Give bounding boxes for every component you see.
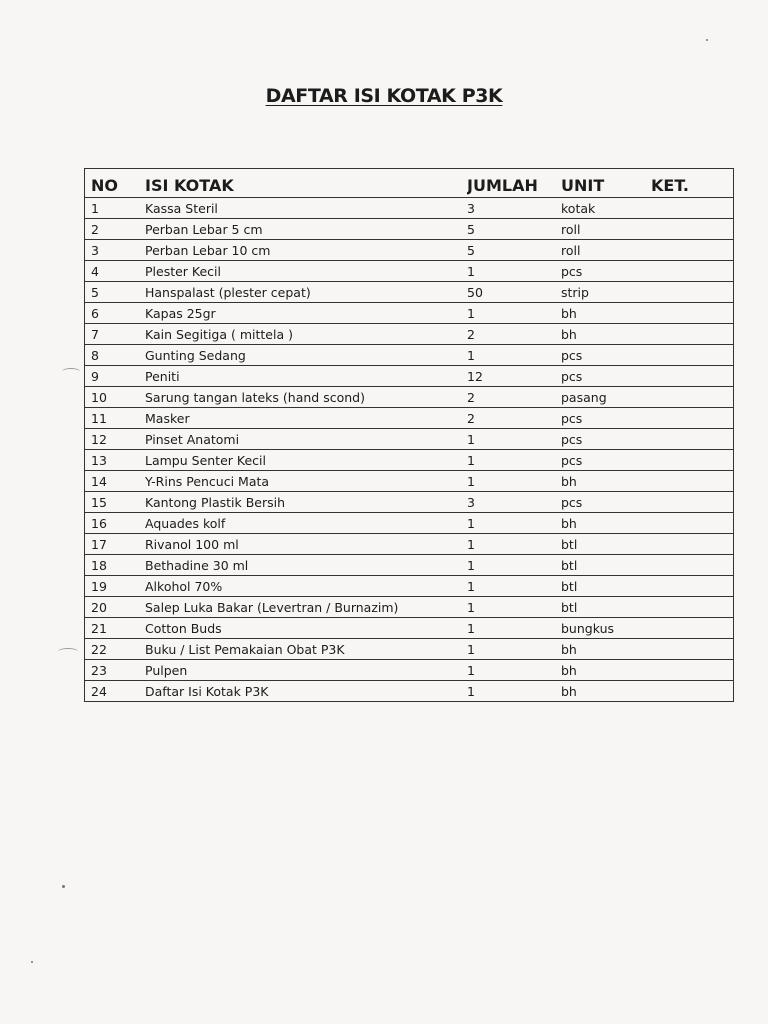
row-number: 8 xyxy=(85,345,146,366)
table-row xyxy=(85,492,734,513)
item-unit: pcs xyxy=(561,492,643,513)
row-number: 10 xyxy=(85,387,146,408)
table-row xyxy=(85,387,734,408)
item-note xyxy=(643,240,734,261)
item-unit: roll xyxy=(561,240,643,261)
scan-mark xyxy=(62,368,80,375)
item-note xyxy=(643,198,734,219)
table-row xyxy=(85,219,734,240)
item-unit: btl xyxy=(561,534,643,555)
table-row xyxy=(85,240,734,261)
item-quantity: 3 xyxy=(467,198,561,219)
item-unit: pcs xyxy=(561,450,643,471)
item-quantity: 1 xyxy=(467,555,561,576)
column-header-item: ISI KOTAK xyxy=(145,169,467,198)
item-quantity: 2 xyxy=(467,387,561,408)
item-unit: bh xyxy=(561,303,643,324)
item-quantity: 1 xyxy=(467,618,561,639)
row-number: 19 xyxy=(85,576,146,597)
item-unit: bh xyxy=(561,471,643,492)
item-unit: pasang xyxy=(561,387,643,408)
item-name: Cotton Buds xyxy=(145,618,467,639)
item-name: Salep Luka Bakar (Levertran / Burnazim) xyxy=(145,597,467,618)
document-title: DAFTAR ISI KOTAK P3K xyxy=(265,85,503,107)
item-unit: strip xyxy=(561,282,643,303)
item-note xyxy=(643,429,734,450)
item-quantity: 1 xyxy=(467,576,561,597)
item-note xyxy=(643,450,734,471)
item-name: Pinset Anatomi xyxy=(145,429,467,450)
row-number: 11 xyxy=(85,408,146,429)
item-name: Lampu Senter Kecil xyxy=(145,450,467,471)
table-row xyxy=(85,429,734,450)
item-quantity: 1 xyxy=(467,534,561,555)
table-row xyxy=(85,303,734,324)
item-name: Daftar Isi Kotak P3K xyxy=(145,681,467,702)
row-number: 7 xyxy=(85,324,146,345)
item-note xyxy=(643,471,734,492)
item-quantity: 5 xyxy=(467,240,561,261)
table-row xyxy=(85,324,734,345)
row-number: 6 xyxy=(85,303,146,324)
item-note xyxy=(643,660,734,681)
item-name: Kain Segitiga ( mittela ) xyxy=(145,324,467,345)
item-quantity: 1 xyxy=(467,261,561,282)
row-number: 22 xyxy=(85,639,146,660)
table-row xyxy=(85,639,734,660)
item-name: Masker xyxy=(145,408,467,429)
item-quantity: 3 xyxy=(467,492,561,513)
item-note xyxy=(643,408,734,429)
row-number: 15 xyxy=(85,492,146,513)
item-note xyxy=(643,576,734,597)
item-note xyxy=(643,345,734,366)
row-number: 12 xyxy=(85,429,146,450)
item-name: Perban Lebar 10 cm xyxy=(145,240,467,261)
row-number: 21 xyxy=(85,618,146,639)
table-row xyxy=(85,408,734,429)
table-row xyxy=(85,660,734,681)
row-number: 9 xyxy=(85,366,146,387)
item-note xyxy=(643,639,734,660)
table-row xyxy=(85,198,734,219)
table-row xyxy=(85,513,734,534)
table-row xyxy=(85,576,734,597)
item-name: Kantong Plastik Bersih xyxy=(145,492,467,513)
table-row xyxy=(85,597,734,618)
row-number: 24 xyxy=(85,681,146,702)
item-quantity: 1 xyxy=(467,681,561,702)
item-quantity: 1 xyxy=(467,429,561,450)
item-name: Sarung tangan lateks (hand scond) xyxy=(145,387,467,408)
item-name: Rivanol 100 ml xyxy=(145,534,467,555)
item-name: Kassa Steril xyxy=(145,198,467,219)
row-number: 3 xyxy=(85,240,146,261)
item-note xyxy=(643,513,734,534)
item-note xyxy=(643,597,734,618)
scan-mark xyxy=(58,648,78,655)
item-unit: kotak xyxy=(561,198,643,219)
item-unit: pcs xyxy=(561,366,643,387)
row-number: 23 xyxy=(85,660,146,681)
item-quantity: 1 xyxy=(467,660,561,681)
item-unit: btl xyxy=(561,555,643,576)
column-header-note: KET. xyxy=(643,169,734,198)
item-name: Y-Rins Pencuci Mata xyxy=(145,471,467,492)
item-note xyxy=(643,261,734,282)
table-row xyxy=(85,618,734,639)
item-note xyxy=(643,366,734,387)
item-note xyxy=(643,492,734,513)
item-unit: pcs xyxy=(561,429,643,450)
item-note xyxy=(643,681,734,702)
item-quantity: 1 xyxy=(467,345,561,366)
item-unit: roll xyxy=(561,219,643,240)
item-name: Alkohol 70% xyxy=(145,576,467,597)
item-unit: pcs xyxy=(561,408,643,429)
item-name: Hanspalast (plester cepat) xyxy=(145,282,467,303)
item-name: Plester Kecil xyxy=(145,261,467,282)
item-name: Gunting Sedang xyxy=(145,345,467,366)
scan-speck xyxy=(31,961,33,963)
item-unit: bh xyxy=(561,513,643,534)
table-row xyxy=(85,534,734,555)
item-quantity: 1 xyxy=(467,450,561,471)
first-aid-contents-table xyxy=(84,168,734,702)
item-quantity: 1 xyxy=(467,597,561,618)
table-row xyxy=(85,555,734,576)
item-unit: btl xyxy=(561,576,643,597)
column-header-no: NO xyxy=(85,169,146,198)
item-note xyxy=(643,534,734,555)
item-unit: pcs xyxy=(561,345,643,366)
item-note xyxy=(643,618,734,639)
item-name: Aquades kolf xyxy=(145,513,467,534)
table-row xyxy=(85,366,734,387)
table-row xyxy=(85,450,734,471)
row-number: 2 xyxy=(85,219,146,240)
table-row xyxy=(85,471,734,492)
item-name: Bethadine 30 ml xyxy=(145,555,467,576)
item-unit: btl xyxy=(561,597,643,618)
table-body xyxy=(85,198,734,702)
item-name: Peniti xyxy=(145,366,467,387)
row-number: 18 xyxy=(85,555,146,576)
column-header-qty: JUMLAH xyxy=(467,169,561,198)
item-quantity: 5 xyxy=(467,219,561,240)
item-note xyxy=(643,387,734,408)
item-name: Kapas 25gr xyxy=(145,303,467,324)
row-number: 5 xyxy=(85,282,146,303)
item-quantity: 2 xyxy=(467,324,561,345)
item-unit: bh xyxy=(561,681,643,702)
item-quantity: 1 xyxy=(467,471,561,492)
row-number: 20 xyxy=(85,597,146,618)
row-number: 17 xyxy=(85,534,146,555)
table-row xyxy=(85,282,734,303)
item-name: Perban Lebar 5 cm xyxy=(145,219,467,240)
item-unit: bh xyxy=(561,324,643,345)
item-note xyxy=(643,282,734,303)
item-unit: bh xyxy=(561,639,643,660)
table-row xyxy=(85,681,734,702)
item-unit: bh xyxy=(561,660,643,681)
row-number: 16 xyxy=(85,513,146,534)
table-row xyxy=(85,345,734,366)
scan-speck xyxy=(706,39,708,41)
item-unit: bungkus xyxy=(561,618,643,639)
item-quantity: 2 xyxy=(467,408,561,429)
item-quantity: 50 xyxy=(467,282,561,303)
item-quantity: 12 xyxy=(467,366,561,387)
item-quantity: 1 xyxy=(467,513,561,534)
item-note xyxy=(643,219,734,240)
column-header-unit: UNIT xyxy=(561,169,643,198)
scan-speck xyxy=(62,885,65,888)
item-unit: pcs xyxy=(561,261,643,282)
item-note xyxy=(643,324,734,345)
row-number: 14 xyxy=(85,471,146,492)
item-note xyxy=(643,555,734,576)
row-number: 1 xyxy=(85,198,146,219)
item-name: Buku / List Pemakaian Obat P3K xyxy=(145,639,467,660)
table-row xyxy=(85,261,734,282)
item-name: Pulpen xyxy=(145,660,467,681)
item-note xyxy=(643,303,734,324)
row-number: 13 xyxy=(85,450,146,471)
table-header-row xyxy=(85,169,734,198)
item-quantity: 1 xyxy=(467,303,561,324)
row-number: 4 xyxy=(85,261,146,282)
item-quantity: 1 xyxy=(467,639,561,660)
